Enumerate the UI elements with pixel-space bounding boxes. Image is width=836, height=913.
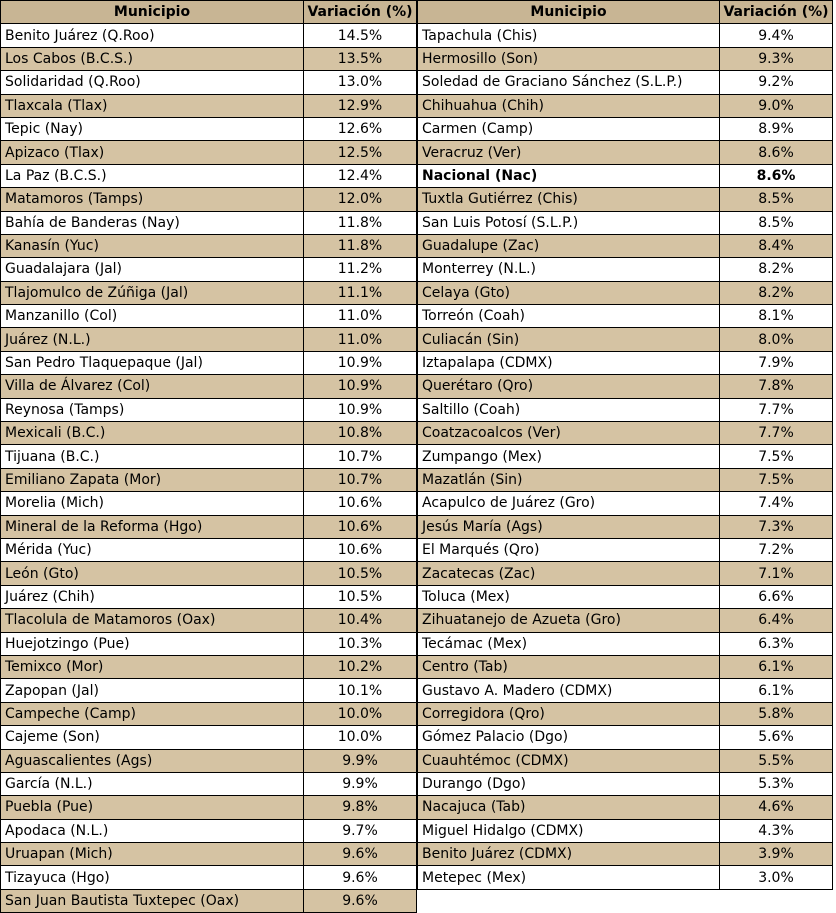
municipio-cell: Metepec (Mex) [418, 866, 720, 889]
municipio-cell: Zumpango (Mex) [418, 445, 720, 468]
table-row [418, 632, 833, 655]
municipio-cell: El Marqués (Qro) [418, 538, 720, 561]
table-row [418, 445, 833, 468]
variacion-cell: 14.5% [304, 24, 417, 47]
table-row [418, 71, 833, 94]
table-row [418, 819, 833, 842]
table-row [418, 281, 833, 304]
municipio-cell: Apizaco (Tlax) [1, 141, 304, 164]
municipio-cell: Mexicali (B.C.) [1, 422, 304, 445]
table-row [418, 726, 833, 749]
variacion-cell: 6.1% [720, 655, 833, 678]
variacion-cell: 6.4% [720, 609, 833, 632]
variacion-cell: 7.1% [720, 562, 833, 585]
variacion-cell: 12.5% [304, 141, 417, 164]
variacion-cell: 10.7% [304, 445, 417, 468]
variacion-cell: 8.2% [720, 258, 833, 281]
table-row [1, 211, 417, 234]
variacion-cell: 10.9% [304, 398, 417, 421]
table-row [1, 866, 417, 889]
table-row [418, 772, 833, 795]
municipio-cell: Juárez (N.L.) [1, 328, 304, 351]
table-row [1, 655, 417, 678]
municipio-cell: Villa de Álvarez (Col) [1, 375, 304, 398]
table-row [418, 655, 833, 678]
table-row [1, 71, 417, 94]
table-row [418, 702, 833, 725]
variacion-cell: 7.3% [720, 515, 833, 538]
variacion-cell: 10.9% [304, 351, 417, 374]
variacion-cell: 5.3% [720, 772, 833, 795]
header-row [1, 1, 417, 24]
table-row [418, 679, 833, 702]
table-row [418, 94, 833, 117]
table-row [1, 515, 417, 538]
municipio-cell: Miguel Hidalgo (CDMX) [418, 819, 720, 842]
municipio-cell: Apodaca (N.L.) [1, 819, 304, 842]
municipio-cell: Zacatecas (Zac) [418, 562, 720, 585]
table-row [418, 351, 833, 374]
variacion-cell: 3.0% [720, 866, 833, 889]
table-row [1, 328, 417, 351]
variacion-cell: 7.7% [720, 398, 833, 421]
municipio-cell: Acapulco de Juárez (Gro) [418, 492, 720, 515]
variacion-cell: 6.1% [720, 679, 833, 702]
table-row [418, 188, 833, 211]
municipio-cell: Querétaro (Qro) [418, 375, 720, 398]
table-row [1, 468, 417, 491]
municipio-cell: Mineral de la Reforma (Hgo) [1, 515, 304, 538]
table-row [1, 492, 417, 515]
table-row [418, 375, 833, 398]
right-table [417, 0, 833, 890]
table-row [418, 422, 833, 445]
table-row [1, 281, 417, 304]
header-municipio: Municipio [418, 1, 720, 24]
table-row [418, 305, 833, 328]
variacion-cell: 12.9% [304, 94, 417, 117]
variacion-cell: 11.2% [304, 258, 417, 281]
variacion-cell: 11.0% [304, 305, 417, 328]
table-row [418, 328, 833, 351]
table-row [418, 211, 833, 234]
variacion-cell: 8.2% [720, 281, 833, 304]
municipio-cell: Nacajuca (Tab) [418, 796, 720, 819]
variacion-cell: 9.6% [304, 843, 417, 866]
variacion-cell: 9.2% [720, 71, 833, 94]
municipio-cell: San Pedro Tlaquepaque (Jal) [1, 351, 304, 374]
municipio-cell: Uruapan (Mich) [1, 843, 304, 866]
municipio-cell: Coatzacoalcos (Ver) [418, 422, 720, 445]
variacion-cell: 9.0% [720, 94, 833, 117]
variacion-cell: 7.5% [720, 445, 833, 468]
variacion-cell: 9.7% [304, 819, 417, 842]
variacion-cell: 13.5% [304, 47, 417, 70]
variacion-cell: 12.4% [304, 164, 417, 187]
variacion-cell: 11.8% [304, 234, 417, 257]
variacion-cell: 9.4% [720, 24, 833, 47]
municipio-cell: Gómez Palacio (Dgo) [418, 726, 720, 749]
variacion-cell: 6.6% [720, 585, 833, 608]
variacion-cell: 5.8% [720, 702, 833, 725]
variacion-cell: 10.3% [304, 632, 417, 655]
table-row [1, 819, 417, 842]
municipio-cell: Toluca (Mex) [418, 585, 720, 608]
variacion-cell: 13.0% [304, 71, 417, 94]
table-row [418, 749, 833, 772]
municipio-cell: Zihuatanejo de Azueta (Gro) [418, 609, 720, 632]
table-row [418, 24, 833, 47]
table-row [1, 422, 417, 445]
table-row [1, 889, 417, 912]
variacion-cell: 10.8% [304, 422, 417, 445]
municipio-cell: Benito Juárez (CDMX) [418, 843, 720, 866]
table-row [1, 351, 417, 374]
municipio-cell: Aguascalientes (Ags) [1, 749, 304, 772]
table-row [1, 94, 417, 117]
variacion-cell: 10.9% [304, 375, 417, 398]
table-row [1, 726, 417, 749]
table-row [1, 562, 417, 585]
table-row [1, 234, 417, 257]
variacion-cell: 10.6% [304, 492, 417, 515]
municipio-cell: Carmen (Camp) [418, 117, 720, 140]
municipio-cell: Hermosillo (Son) [418, 47, 720, 70]
municipio-cell: Tlajomulco de Zúñiga (Jal) [1, 281, 304, 304]
municipio-cell: Tuxtla Gutiérrez (Chis) [418, 188, 720, 211]
header-variacion: Variación (%) [304, 1, 417, 24]
variacion-cell: 9.3% [720, 47, 833, 70]
table-row [418, 562, 833, 585]
municipio-cell: Huejotzingo (Pue) [1, 632, 304, 655]
table-row [1, 538, 417, 561]
variacion-cell: 10.5% [304, 585, 417, 608]
table-row [418, 609, 833, 632]
table-row [1, 398, 417, 421]
municipio-cell: Nacional (Nac) [418, 164, 720, 187]
table-row [1, 305, 417, 328]
variacion-cell: 8.6% [720, 164, 833, 187]
variacion-cell: 4.6% [720, 796, 833, 819]
header-variacion: Variación (%) [720, 1, 833, 24]
table-row [1, 445, 417, 468]
variacion-cell: 4.3% [720, 819, 833, 842]
municipio-cell: Chihuahua (Chih) [418, 94, 720, 117]
table-row [418, 468, 833, 491]
table-row [1, 843, 417, 866]
municipio-cell: Puebla (Pue) [1, 796, 304, 819]
municipio-cell: Temixco (Mor) [1, 655, 304, 678]
table-row [1, 609, 417, 632]
variacion-cell: 9.9% [304, 772, 417, 795]
variacion-cell: 8.1% [720, 305, 833, 328]
variacion-cell: 7.2% [720, 538, 833, 561]
variacion-cell: 8.6% [720, 141, 833, 164]
municipio-cell: Benito Juárez (Q.Roo) [1, 24, 304, 47]
table-row [418, 843, 833, 866]
variacion-cell: 8.5% [720, 211, 833, 234]
left-table [0, 0, 417, 913]
table-row [418, 141, 833, 164]
municipio-cell: Mazatlán (Sin) [418, 468, 720, 491]
municipio-cell: Celaya (Gto) [418, 281, 720, 304]
variacion-cell: 8.5% [720, 188, 833, 211]
table-row [1, 117, 417, 140]
municipio-cell: Campeche (Camp) [1, 702, 304, 725]
municipio-cell: Tlacolula de Matamoros (Oax) [1, 609, 304, 632]
variacion-cell: 7.7% [720, 422, 833, 445]
municipio-cell: Saltillo (Coah) [418, 398, 720, 421]
municipio-cell: Morelia (Mich) [1, 492, 304, 515]
municipio-cell: Torreón (Coah) [418, 305, 720, 328]
municipio-cell: Mérida (Yuc) [1, 538, 304, 561]
municipio-cell: Tijuana (B.C.) [1, 445, 304, 468]
municipio-cell: Solidaridad (Q.Roo) [1, 71, 304, 94]
table-row [1, 632, 417, 655]
municipio-cell: Manzanillo (Col) [1, 305, 304, 328]
variacion-cell: 8.0% [720, 328, 833, 351]
municipio-cell: Guadalajara (Jal) [1, 258, 304, 281]
municipio-cell: Tapachula (Chis) [418, 24, 720, 47]
table-row [418, 866, 833, 889]
municipio-cell: Tlaxcala (Tlax) [1, 94, 304, 117]
table-row [418, 398, 833, 421]
municipio-cell: Zapopan (Jal) [1, 679, 304, 702]
municipio-cell: San Juan Bautista Tuxtepec (Oax) [1, 889, 304, 912]
table-row [418, 164, 833, 187]
municipio-cell: Iztapalapa (CDMX) [418, 351, 720, 374]
table-row [418, 47, 833, 70]
variacion-cell: 11.1% [304, 281, 417, 304]
variacion-cell: 7.4% [720, 492, 833, 515]
variacion-cell: 7.9% [720, 351, 833, 374]
variacion-cell: 11.8% [304, 211, 417, 234]
municipio-cell: Reynosa (Tamps) [1, 398, 304, 421]
variacion-cell: 9.6% [304, 889, 417, 912]
variacion-cell: 10.6% [304, 538, 417, 561]
municipio-cell: Tepic (Nay) [1, 117, 304, 140]
municipio-cell: Bahía de Banderas (Nay) [1, 211, 304, 234]
variacion-cell: 10.1% [304, 679, 417, 702]
municipio-cell: Soledad de Graciano Sánchez (S.L.P.) [418, 71, 720, 94]
variacion-cell: 9.9% [304, 749, 417, 772]
table-row [418, 796, 833, 819]
variacion-cell: 8.4% [720, 234, 833, 257]
municipio-cell: Los Cabos (B.C.S.) [1, 47, 304, 70]
table-row [1, 375, 417, 398]
municipio-cell: Jesús María (Ags) [418, 515, 720, 538]
municipio-cell: Juárez (Chih) [1, 585, 304, 608]
table-row [1, 796, 417, 819]
table-row [418, 538, 833, 561]
table-row [418, 234, 833, 257]
table-row [418, 515, 833, 538]
municipio-cell: Cuauhtémoc (CDMX) [418, 749, 720, 772]
municipio-cell: Tizayuca (Hgo) [1, 866, 304, 889]
variacion-cell: 5.6% [720, 726, 833, 749]
municipio-cell: Emiliano Zapata (Mor) [1, 468, 304, 491]
variacion-cell: 3.9% [720, 843, 833, 866]
header-row [418, 1, 833, 24]
table-row [1, 164, 417, 187]
variacion-cell: 10.5% [304, 562, 417, 585]
variacion-cell: 9.6% [304, 866, 417, 889]
header-municipio: Municipio [1, 1, 304, 24]
table-row [1, 702, 417, 725]
variacion-cell: 9.8% [304, 796, 417, 819]
table-row [418, 492, 833, 515]
municipio-cell: Kanasín (Yuc) [1, 234, 304, 257]
municipio-cell: San Luis Potosí (S.L.P.) [418, 211, 720, 234]
table-row [1, 772, 417, 795]
municipio-cell: Matamoros (Tamps) [1, 188, 304, 211]
variacion-cell: 11.0% [304, 328, 417, 351]
municipio-cell: García (N.L.) [1, 772, 304, 795]
variacion-cell: 12.6% [304, 117, 417, 140]
table-row [1, 749, 417, 772]
municipio-cell: Corregidora (Qro) [418, 702, 720, 725]
municipio-cell: Guadalupe (Zac) [418, 234, 720, 257]
variacion-cell: 10.6% [304, 515, 417, 538]
variacion-cell: 10.2% [304, 655, 417, 678]
variacion-cell: 10.7% [304, 468, 417, 491]
municipio-cell: Culiacán (Sin) [418, 328, 720, 351]
table-row [418, 258, 833, 281]
table-row [418, 585, 833, 608]
variacion-cell: 7.5% [720, 468, 833, 491]
variacion-cell: 6.3% [720, 632, 833, 655]
table-row [1, 24, 417, 47]
variacion-cell: 12.0% [304, 188, 417, 211]
table-row [1, 141, 417, 164]
variacion-cell: 5.5% [720, 749, 833, 772]
table-row [1, 47, 417, 70]
variacion-cell: 10.0% [304, 726, 417, 749]
table-row [1, 188, 417, 211]
municipio-cell: Veracruz (Ver) [418, 141, 720, 164]
municipio-cell: Tecámac (Mex) [418, 632, 720, 655]
variacion-cell: 7.8% [720, 375, 833, 398]
table-row [1, 585, 417, 608]
municipio-cell: Cajeme (Son) [1, 726, 304, 749]
variacion-cell: 10.4% [304, 609, 417, 632]
municipio-cell: Monterrey (N.L.) [418, 258, 720, 281]
variacion-cell: 10.0% [304, 702, 417, 725]
municipio-cell: León (Gto) [1, 562, 304, 585]
table-row [1, 679, 417, 702]
municipio-cell: La Paz (B.C.S.) [1, 164, 304, 187]
variacion-cell: 8.9% [720, 117, 833, 140]
table-row [1, 258, 417, 281]
municipio-cell: Centro (Tab) [418, 655, 720, 678]
municipio-cell: Gustavo A. Madero (CDMX) [418, 679, 720, 702]
municipio-cell: Durango (Dgo) [418, 772, 720, 795]
table-row [418, 117, 833, 140]
